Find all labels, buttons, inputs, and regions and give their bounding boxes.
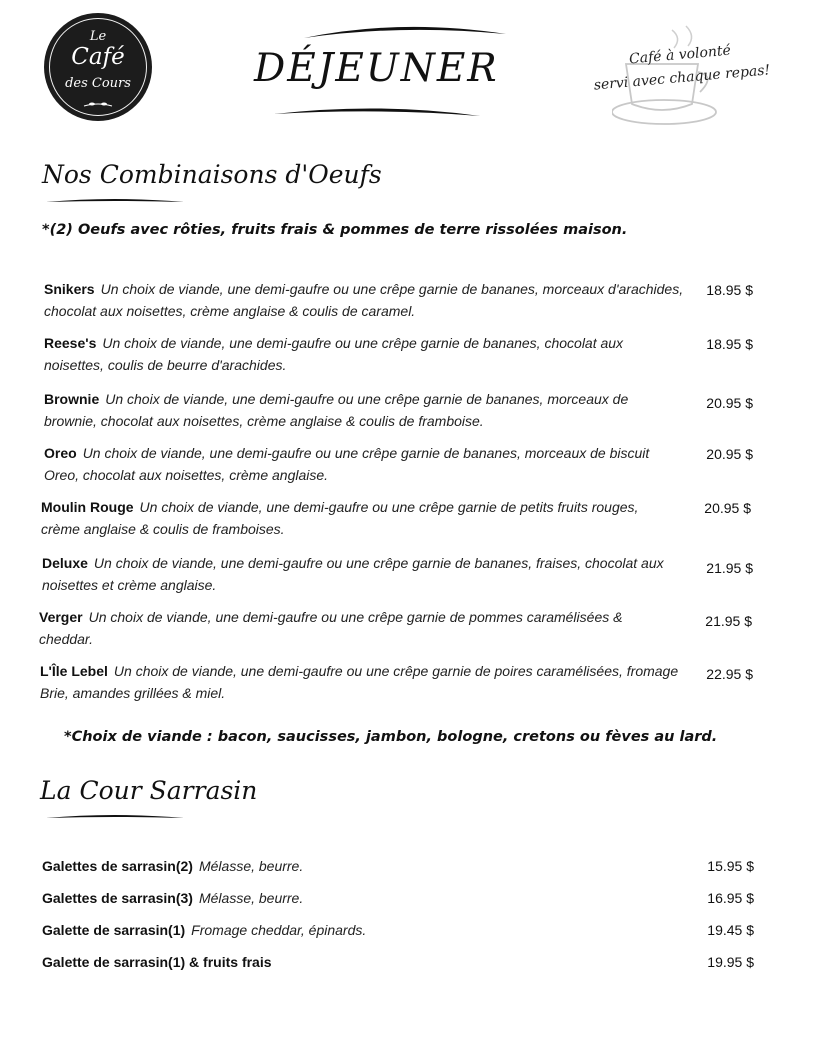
menu-item-name: Galettes de sarrasin(2): [42, 858, 193, 874]
menu-item: [42, 888, 702, 908]
section-title-buckwheat: La Cour Sarrasin: [40, 776, 258, 805]
coffee-note-line1: Café à volonté: [628, 42, 732, 68]
menu-item-name: Oreo: [44, 445, 77, 461]
menu-item: [44, 332, 684, 376]
menu-item-description: Un choix de viande, une demi-gaufre ou une crêpe garnie de bananes, morceaux d'arachides, chocolat aux noisettes, crème anglaise & coulis de caramel.: [44, 281, 684, 319]
menu-item: [44, 278, 684, 322]
menu-item-description: Un choix de viande, une demi-gaufre ou une crêpe garnie de bananes, chocolat aux noisettes, coulis de beurre d'arachides.: [44, 335, 624, 373]
heading-swash-top: [300, 20, 510, 42]
menu-item: [42, 952, 702, 972]
menu-item: [40, 660, 680, 704]
menu-item-name: Brownie: [44, 391, 100, 407]
menu-item-price: 16.95 $: [707, 890, 754, 906]
menu-item-name: Galette de sarrasin(1) & fruits frais: [42, 954, 272, 970]
menu-item-name: Verger: [39, 609, 83, 625]
menu-item-description: Fromage cheddar, épinards.: [191, 922, 367, 938]
menu-item-price: 15.95 $: [707, 858, 754, 874]
logo-text-des-cours: des Cours: [65, 76, 131, 91]
menu-item-description: Un choix de viande, une demi-gaufre ou une crêpe garnie de bananes, fraises, chocolat aux noisettes et crème anglaise.: [42, 555, 664, 593]
coffee-note-line2: servi avec chaque repas!: [593, 62, 771, 94]
menu-item: [42, 856, 702, 876]
menu-item-name: Galettes de sarrasin(3): [42, 890, 193, 906]
menu-item-name: Moulin Rouge: [41, 499, 134, 515]
menu-item: [44, 442, 684, 486]
heading-swash-bottom: [270, 98, 484, 122]
menu-item: [42, 552, 682, 596]
menu-item: [39, 606, 679, 650]
menu-item-description: Un choix de viande, une demi-gaufre ou une crêpe garnie de petits fruits rouges, crème anglaise & coulis de framboises.: [41, 499, 639, 537]
section-swash-buckwheat: [44, 810, 186, 824]
section-title-eggs: Nos Combinaisons d'Oeufs: [42, 160, 382, 189]
cafe-logo: [44, 13, 152, 121]
menu-item-price: 20.95 $: [706, 395, 753, 411]
menu-item-description: Un choix de viande, une demi-gaufre ou une crêpe garnie de poires caramélisées, fromage Brie, amandes grillées & miel.: [40, 663, 679, 701]
menu-item-price: 20.95 $: [704, 500, 751, 516]
menu-item-price: 21.95 $: [705, 613, 752, 629]
menu-item-price: 19.95 $: [707, 954, 754, 970]
menu-item-name: Deluxe: [42, 555, 88, 571]
logo-text-le: Le: [89, 29, 107, 44]
menu-item: [41, 496, 681, 540]
meat-choice-footnote: *Choix de viande : bacon, saucisses, jambon, bologne, cretons ou fèves au lard.: [64, 729, 718, 745]
menu-item-price: 22.95 $: [706, 666, 753, 682]
menu-item-description: Un choix de viande, une demi-gaufre ou une crêpe garnie de bananes, morceaux de brownie, chocolat aux noisettes, crème anglaise & coulis de framboise.: [44, 391, 629, 429]
menu-item-price: 18.95 $: [706, 336, 753, 352]
page-title: DÉJEUNER: [254, 46, 499, 91]
menu-item-description: Un choix de viande, une demi-gaufre ou une crêpe garnie de bananes, morceaux de biscuit Oreo, chocolat aux noisettes, crème anglaise.: [44, 445, 650, 483]
menu-item-price: 20.95 $: [706, 446, 753, 462]
menu-item-price: 19.45 $: [707, 922, 754, 938]
menu-item-name: Snikers: [44, 281, 95, 297]
menu-item-name: Reese's: [44, 335, 97, 351]
eggs-subtitle: *(2) Oeufs avec rôties, fruits frais & pommes de terre rissolées maison.: [42, 222, 628, 238]
menu-item-name: Galette de sarrasin(1): [42, 922, 186, 938]
menu-item-price: 21.95 $: [706, 560, 753, 576]
menu-item: [44, 388, 684, 432]
leaf-sprig-icon: [82, 100, 114, 110]
menu-item-description: Un choix de viande, une demi-gaufre ou une crêpe garnie de pommes caramélisées & cheddar.: [39, 609, 623, 647]
menu-item-description: Mélasse, beurre.: [198, 858, 304, 874]
section-swash-eggs: [44, 194, 186, 208]
menu-item: [42, 920, 702, 940]
menu-item-description: Mélasse, beurre.: [198, 890, 304, 906]
logo-text-cafe: Café: [71, 44, 125, 70]
menu-item-name: L'Île Lebel: [40, 663, 108, 679]
menu-item-price: 18.95 $: [706, 282, 753, 298]
